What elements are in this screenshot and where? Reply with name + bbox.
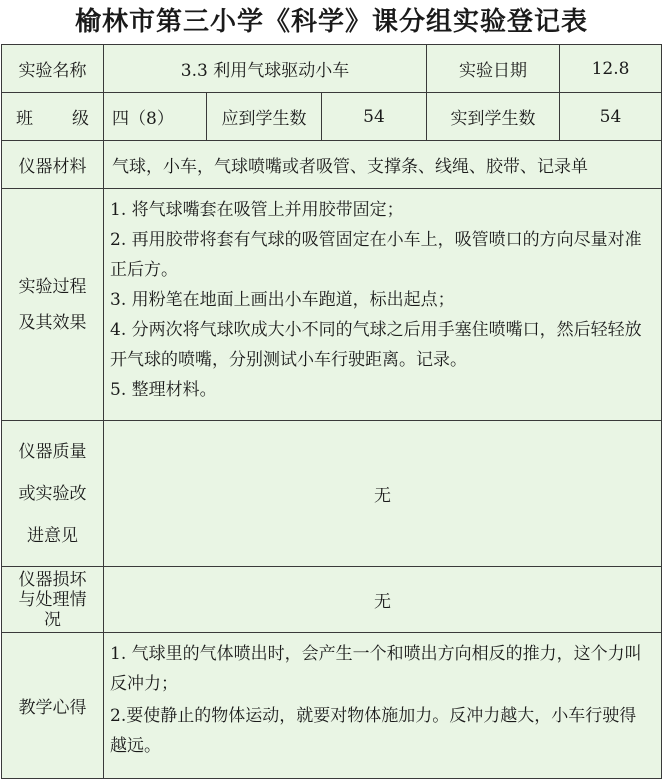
row-process xyxy=(2,189,662,421)
reflection-label: 教学心得 xyxy=(2,633,104,779)
row-damage xyxy=(2,567,662,633)
quality-label xyxy=(2,421,104,567)
class-label xyxy=(2,93,104,141)
reflection-text xyxy=(104,633,662,779)
form-title: 榆林市第三小学《科学》课分组实验登记表 xyxy=(74,7,588,37)
materials-label: 仪器材料 xyxy=(2,141,104,189)
class-label-left: 班 xyxy=(16,109,33,129)
process-step: 1. 将气球嘴套在吸管上并用胶带固定； xyxy=(110,200,404,220)
expected-students-label: 应到学生数 xyxy=(207,93,322,141)
actual-students-value: 54 xyxy=(560,93,662,141)
experiment-record-table xyxy=(1,44,662,779)
process-step: 4. 分两次将气球吹成大小不同的气球之后用手塞住喷嘴口，然后轻轻放开气球的喷嘴，分别测试小车行驶距离。记录。 xyxy=(110,320,642,370)
row-quality xyxy=(2,421,662,567)
row-materials xyxy=(2,141,662,189)
process-step: 5. 整理材料。 xyxy=(110,380,217,400)
process-step: 3. 用粉笔在地面上画出小车跑道，标出起点； xyxy=(110,290,455,310)
damage-label-line-2: 与处理情 xyxy=(18,589,87,610)
process-label xyxy=(2,189,104,421)
experiment-name-label: 实验名称 xyxy=(2,45,104,93)
date-label: 实验日期 xyxy=(427,45,560,93)
row-experiment-name xyxy=(2,45,662,93)
damage-value: 无 xyxy=(104,567,662,633)
damage-label-line-3: 况 xyxy=(44,609,61,630)
actual-students-label: 实到学生数 xyxy=(427,93,560,141)
reflection-line: 1. 气球里的气体喷出时，会产生一个和喷出方向相反的推力，这个力叫反冲力； xyxy=(110,644,642,694)
date-value: 12.8 xyxy=(560,45,662,93)
row-class xyxy=(2,93,662,141)
quality-label-line-1: 仪器质量 xyxy=(18,441,87,462)
damage-label-line-1: 仪器损坏 xyxy=(18,569,87,590)
quality-label-line-2: 或实验改 xyxy=(18,483,87,504)
quality-value: 无 xyxy=(104,421,662,567)
quality-label-line-3: 进意见 xyxy=(27,525,78,546)
class-value: 四（8） xyxy=(104,93,207,141)
process-step: 2. 再用胶带将套有气球的吸管固定在小车上，吸管喷口的方向尽量对准正后方。 xyxy=(110,230,642,280)
process-steps xyxy=(104,189,662,421)
process-label-line-2: 及其效果 xyxy=(18,312,87,333)
process-label-line-1: 实验过程 xyxy=(18,276,87,297)
class-label-right: 级 xyxy=(72,109,89,129)
experiment-name-value: 3.3 利用气球驱动小车 xyxy=(104,45,427,93)
row-reflection xyxy=(2,633,662,779)
reflection-line: 2.要使静止的物体运动，就要对物体施加力。反冲力越大，小车行驶得越远。 xyxy=(110,706,637,756)
damage-label xyxy=(2,567,104,633)
materials-value: 气球，小车，气球喷嘴或者吸管、支撑条、线绳、胶带、记录单 xyxy=(104,141,662,189)
expected-students-value: 54 xyxy=(322,93,427,141)
